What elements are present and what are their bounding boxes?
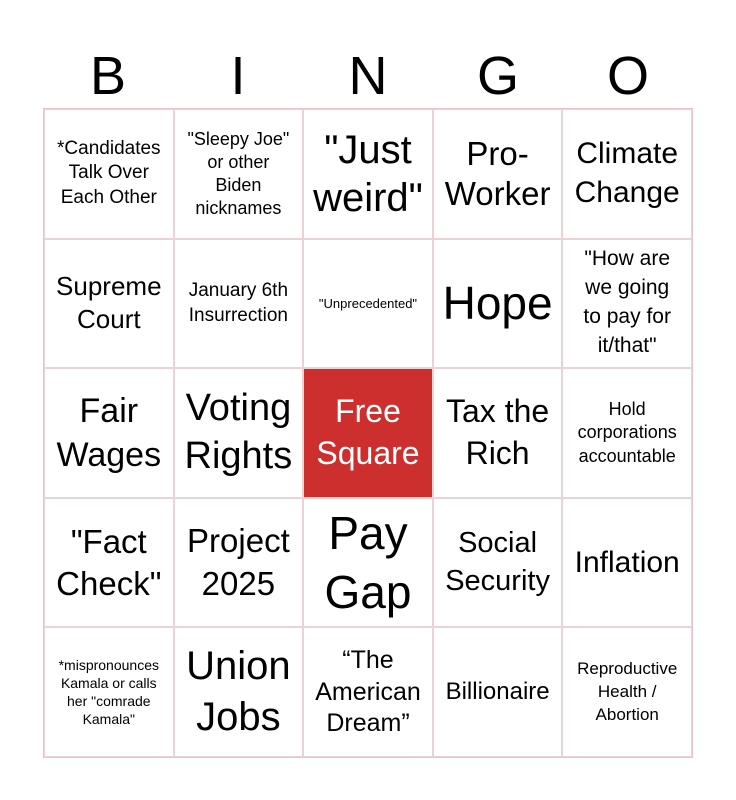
bingo-cell[interactable] xyxy=(562,368,692,498)
header-letter-b: B xyxy=(89,46,127,106)
bingo-cell[interactable] xyxy=(562,109,692,239)
bingo-cell-text: Union Jobs xyxy=(186,644,291,740)
bingo-cell-text: Project 2025 xyxy=(187,521,290,602)
bingo-cell[interactable] xyxy=(303,239,433,369)
bingo-cell-text: Social Security xyxy=(445,526,550,597)
header-letter-n: N xyxy=(348,46,388,106)
bingo-cell[interactable] xyxy=(174,109,304,239)
bingo-cell-text: Climate Change xyxy=(574,137,680,209)
bingo-cell[interactable] xyxy=(562,627,692,757)
bingo-cell[interactable] xyxy=(44,498,174,628)
bingo-cell[interactable] xyxy=(433,239,563,369)
header-letter-i: I xyxy=(230,46,246,106)
bingo-cell[interactable] xyxy=(433,109,563,239)
bingo-cell[interactable] xyxy=(303,109,433,239)
bingo-cell-text: Pro- Worker xyxy=(444,135,551,212)
bingo-cell-text: *mispronounces Kamala or calls her "comrade Kamala" xyxy=(58,656,159,728)
bingo-cell-text: Pay Gap xyxy=(324,507,412,618)
bingo-cell[interactable] xyxy=(44,239,174,369)
bingo-cell-text: Tax the Rich xyxy=(446,393,550,471)
header-letter-o: O xyxy=(606,46,649,106)
bingo-cell-text: Fair Wages xyxy=(56,391,162,474)
bingo-cell[interactable] xyxy=(433,368,563,498)
bingo-cell-text: *Candidates Talk Over Each Other xyxy=(57,137,161,209)
bingo-board xyxy=(43,108,693,758)
bingo-cell-text: Free Square xyxy=(316,393,420,471)
bingo-cell[interactable] xyxy=(174,498,304,628)
bingo-cell[interactable] xyxy=(174,627,304,757)
bingo-cell[interactable] xyxy=(433,627,563,757)
bingo-cell-text: Reproductive Health / Abortion xyxy=(577,658,678,724)
bingo-cell[interactable] xyxy=(433,498,563,628)
bingo-cell-text: "Just weird" xyxy=(313,127,423,220)
header-letter-g: G xyxy=(476,46,519,106)
bingo-cell-text: "Fact Check" xyxy=(56,522,162,602)
bingo-cell[interactable] xyxy=(44,368,174,498)
bingo-cell[interactable] xyxy=(303,627,433,757)
bingo-cell-text: “The American Dream” xyxy=(315,646,421,737)
bingo-cell-text: Hope xyxy=(442,276,553,329)
bingo-cell-text: "Sleepy Joe" or other Biden nicknames xyxy=(187,128,290,218)
bingo-header xyxy=(43,46,693,106)
bingo-cell-text: Inflation xyxy=(574,545,680,579)
bingo-cell-text: Billionaire xyxy=(445,677,550,705)
bingo-cell-text: January 6th Insurrection xyxy=(188,279,289,327)
bingo-cell[interactable] xyxy=(303,498,433,628)
bingo-cell[interactable] xyxy=(44,109,174,239)
bingo-cell[interactable] xyxy=(174,239,304,369)
bingo-cell-text: Supreme Court xyxy=(56,271,162,335)
free-square-cell[interactable] xyxy=(303,368,433,498)
bingo-cell[interactable] xyxy=(562,239,692,369)
bingo-cell-text: Hold corporations accountable xyxy=(577,398,677,466)
bingo-cell[interactable] xyxy=(174,368,304,498)
bingo-cell-text: "How are we going to pay for it/that" xyxy=(583,247,671,358)
bingo-cell[interactable] xyxy=(562,498,692,628)
bingo-cell[interactable] xyxy=(44,627,174,757)
bingo-cell-text: "Unprecedented" xyxy=(318,295,418,311)
bingo-cell-text: Voting Rights xyxy=(184,387,293,477)
